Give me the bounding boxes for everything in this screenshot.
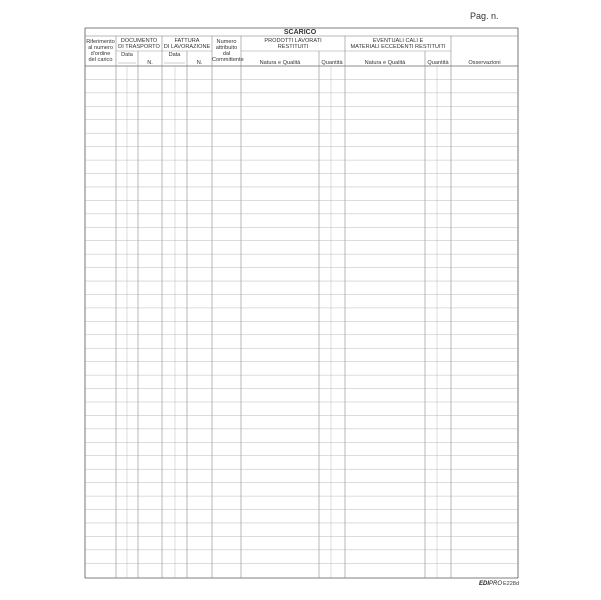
col-eventuali-natura: Natura e Qualità <box>364 60 406 66</box>
col-riferimento-1: Riferimento <box>86 39 115 45</box>
col-documento-2: DI TRASPORTO <box>118 44 160 50</box>
col-prodotti-2: RESTITUITI <box>277 44 309 50</box>
col-numero-attribuito-4: Committente <box>212 57 244 63</box>
form-code: E228d <box>503 581 519 587</box>
col-eventuali-1: EVENTUALI CALI E <box>372 38 424 44</box>
col-riferimento-3: d'ordine <box>90 51 111 57</box>
col-fatt-data: Data <box>168 52 181 58</box>
col-documento-1: DOCUMENTO <box>120 38 158 44</box>
col-fatt-numero: N. <box>196 60 203 66</box>
col-osservazioni: Osservazioni <box>468 60 501 66</box>
col-doc-numero: N. <box>147 60 153 66</box>
col-riferimento-2: al numero <box>88 45 113 51</box>
col-eventuali-quantita: Quantità <box>427 60 449 66</box>
col-numero-attribuito-3: dal <box>222 51 231 57</box>
col-fattura-1: FATTURA <box>174 38 200 44</box>
col-numero-attribuito-2: attribuito <box>215 45 238 51</box>
col-prodotti-natura: Natura e Qualità <box>259 60 301 66</box>
brand-logo: EDIPRO <box>479 581 503 587</box>
col-riferimento-4: del carico <box>88 57 113 63</box>
col-fattura-2: DI LAVORAZIONE <box>163 44 211 50</box>
section-title: SCARICO <box>283 29 317 36</box>
page-number-label: Pag. n. <box>470 11 499 21</box>
col-doc-data: Data <box>121 52 133 58</box>
col-prodotti-quantita: Quantità <box>321 60 343 66</box>
col-eventuali-2: MATERIALI ECCEDENTI RESTITUITI <box>350 44 446 50</box>
col-numero-attribuito-1: Numero <box>216 39 237 45</box>
col-prodotti-1: PRODOTTI LAVORATI <box>264 38 322 44</box>
